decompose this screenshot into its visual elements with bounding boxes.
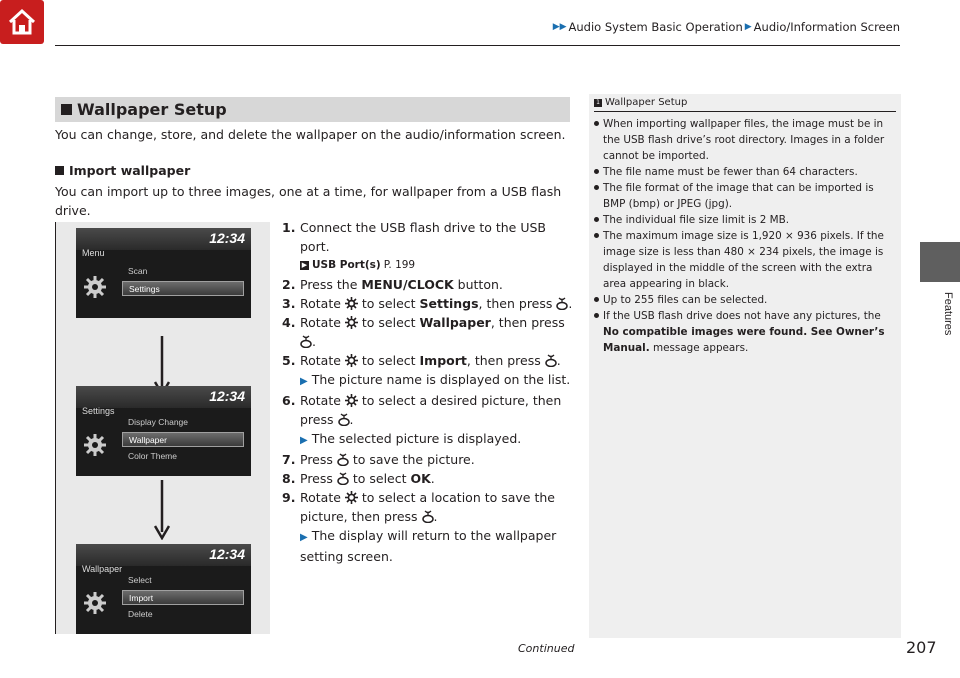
step-text: Press	[300, 471, 337, 486]
step-text: , then press	[490, 315, 565, 330]
home-button[interactable]	[0, 0, 44, 44]
step-text: .	[349, 412, 354, 427]
intro-text: You can change, store, and delete the wallpaper on the audio/information screen.	[55, 127, 566, 142]
step-text: to select	[357, 296, 420, 311]
step-text: Rotate	[300, 393, 345, 408]
continued-label: Continued	[518, 642, 575, 655]
menu-option-name: Wallpaper	[419, 315, 491, 330]
breadcrumb-arrow-icon: ▶	[744, 22, 752, 32]
step-text: to save the picture.	[348, 452, 475, 467]
menu-item-selected[interactable]: Import	[122, 590, 244, 605]
notes-list	[594, 116, 894, 356]
rotate-knob-icon	[345, 491, 358, 504]
screen-title: Settings	[82, 406, 115, 416]
result-arrow-icon: ▶	[300, 532, 308, 543]
step-number: 6.	[282, 393, 296, 408]
rotate-knob-icon	[345, 394, 358, 407]
step-text: .	[568, 296, 573, 311]
step-8	[282, 469, 574, 488]
breadcrumb-arrow-icon: ▶▶	[552, 22, 567, 32]
step-number: 4.	[282, 315, 296, 330]
menu-item[interactable]: Scan	[128, 266, 148, 276]
step-number: 9.	[282, 490, 296, 505]
menu-item[interactable]: Display Change	[128, 417, 189, 427]
home-icon	[6, 6, 38, 38]
menu-option-name: OK	[410, 471, 431, 486]
menu-item[interactable]: Select	[128, 575, 152, 585]
note-item: The maximum image size is 1,920 × 936 pixels. If the image size is less than 480 × 234 pixels, the image is displayed in the middle of the screen with the extra area appearing in black.	[594, 228, 894, 292]
step-text: to select	[357, 315, 420, 330]
menu-item-selected[interactable]: Wallpaper	[122, 432, 244, 447]
reference-label: USB Port(s)	[312, 259, 381, 271]
result-text: The picture name is displayed on the list.	[311, 372, 571, 387]
step-text: button.	[453, 277, 503, 292]
step-number: 2.	[282, 277, 296, 292]
step-text: to select	[348, 471, 411, 486]
rotate-knob-icon	[345, 316, 358, 329]
clock: 12:34	[209, 388, 245, 404]
menu-option-name: Settings	[419, 296, 479, 311]
breadcrumb-item-audio-screen[interactable]: Audio/Information Screen	[753, 20, 900, 34]
menu-option-name: Import	[419, 353, 467, 368]
step-number: 5.	[282, 353, 296, 368]
step-text: Connect the USB flash drive to the USB port.	[300, 220, 546, 254]
down-arrow-icon	[154, 480, 170, 540]
square-bullet-icon	[55, 166, 64, 175]
step-text: to select a location to save the picture, then press	[300, 490, 555, 524]
wallpaper-screen	[76, 544, 251, 634]
step-4	[282, 313, 574, 351]
subheading	[55, 163, 190, 178]
step-9	[282, 488, 574, 566]
screen-title: Wallpaper	[82, 564, 123, 574]
rotate-knob-icon	[345, 297, 358, 310]
note-item: The file format of the image that can be imported is BMP (bmp) or JPEG (jpg).	[594, 180, 894, 212]
button-name: MENU/CLOCK	[361, 277, 454, 292]
press-knob-icon	[338, 413, 350, 426]
header-divider	[55, 45, 900, 46]
press-knob-icon	[337, 453, 349, 466]
menu-item-selected[interactable]: Settings	[122, 281, 244, 296]
notes-panel	[589, 94, 901, 638]
subheading-text: Import wallpaper	[69, 163, 191, 178]
press-knob-icon	[545, 354, 557, 367]
reference-page: P. 199	[383, 259, 416, 271]
step-text: Rotate	[300, 490, 345, 505]
step-text: to select a desired picture, then press	[300, 393, 562, 427]
page-number: 207	[906, 638, 937, 657]
step-text: Press	[300, 452, 337, 467]
gear-icon	[82, 432, 108, 458]
note-item: The file name must be fewer than 64 characters.	[594, 164, 894, 180]
screen-illustration	[55, 222, 270, 634]
press-knob-icon	[556, 297, 568, 310]
reference-icon: ▶	[301, 261, 308, 269]
step-text: .	[556, 353, 561, 368]
page-reference[interactable]	[300, 256, 574, 275]
note-text: message appears.	[649, 342, 749, 354]
note-item: When importing wallpaper files, the image must be in the USB flash drive’s root directory. Images in a folder cannot be imported.	[594, 116, 894, 164]
step-text: .	[312, 334, 316, 349]
result-arrow-icon: ▶	[300, 435, 308, 446]
step-text: to select	[357, 353, 420, 368]
step-number: 8.	[282, 471, 296, 486]
step-text: .	[433, 509, 438, 524]
import-description: You can import up to three images, one at a time, for wallpaper from a USB flash drive.	[55, 184, 562, 218]
square-bullet-icon	[61, 104, 72, 115]
gear-icon	[82, 590, 108, 616]
notes-title-text: Wallpaper Setup	[605, 97, 688, 108]
step-5	[282, 351, 574, 391]
menu-item[interactable]: Color Theme	[128, 451, 177, 461]
menu-screen	[76, 228, 251, 318]
result-text: The selected picture is displayed.	[311, 431, 522, 446]
chapter-tab[interactable]	[920, 242, 960, 282]
step-text: Rotate	[300, 296, 345, 311]
step-result	[300, 370, 574, 391]
clock: 12:34	[209, 230, 245, 246]
notes-divider	[594, 111, 896, 112]
section-title-text: Wallpaper Setup	[77, 100, 227, 119]
step-result	[300, 526, 574, 566]
chapter-label: Features	[942, 292, 954, 336]
note-item: Up to 255 files can be selected.	[594, 292, 894, 308]
screen-title: Menu	[82, 248, 105, 258]
press-knob-icon	[337, 472, 349, 485]
clock: 12:34	[209, 546, 245, 562]
step-text: Press the	[300, 277, 362, 292]
step-number: 7.	[282, 452, 296, 467]
rotate-knob-icon	[345, 354, 358, 367]
step-result	[300, 429, 574, 450]
note-message: No compatible images were found. See Owner’s Manual.	[603, 326, 885, 354]
step-text: Rotate	[300, 315, 345, 330]
step-number: 3.	[282, 296, 296, 311]
step-text: Rotate	[300, 353, 345, 368]
result-arrow-icon: ▶	[300, 376, 308, 387]
breadcrumb-item-audio-basic[interactable]: Audio System Basic Operation	[568, 20, 743, 34]
note-text: If the USB flash drive does not have any pictures, the	[603, 310, 881, 322]
step-text: , then press	[466, 353, 545, 368]
result-text: The display will return to the wallpaper setting screen.	[300, 528, 557, 564]
steps-list	[282, 218, 574, 566]
menu-item[interactable]: Delete	[128, 609, 153, 619]
step-text: , then press	[478, 296, 557, 311]
step-2	[282, 275, 574, 294]
press-knob-icon	[300, 335, 312, 348]
note-item	[594, 308, 894, 356]
settings-screen	[76, 386, 251, 476]
notes-title	[594, 97, 687, 108]
press-knob-icon	[422, 510, 434, 523]
step-1	[282, 218, 574, 256]
step-6	[282, 391, 574, 450]
gear-icon	[82, 274, 108, 300]
note-marker-icon: 1	[594, 99, 602, 107]
step-number: 1.	[282, 220, 296, 235]
note-item: The individual file size limit is 2 MB.	[594, 212, 894, 228]
step-7	[282, 450, 574, 469]
section-title	[55, 97, 570, 122]
step-text: .	[430, 471, 435, 486]
step-3	[282, 294, 574, 313]
breadcrumb	[553, 20, 900, 34]
